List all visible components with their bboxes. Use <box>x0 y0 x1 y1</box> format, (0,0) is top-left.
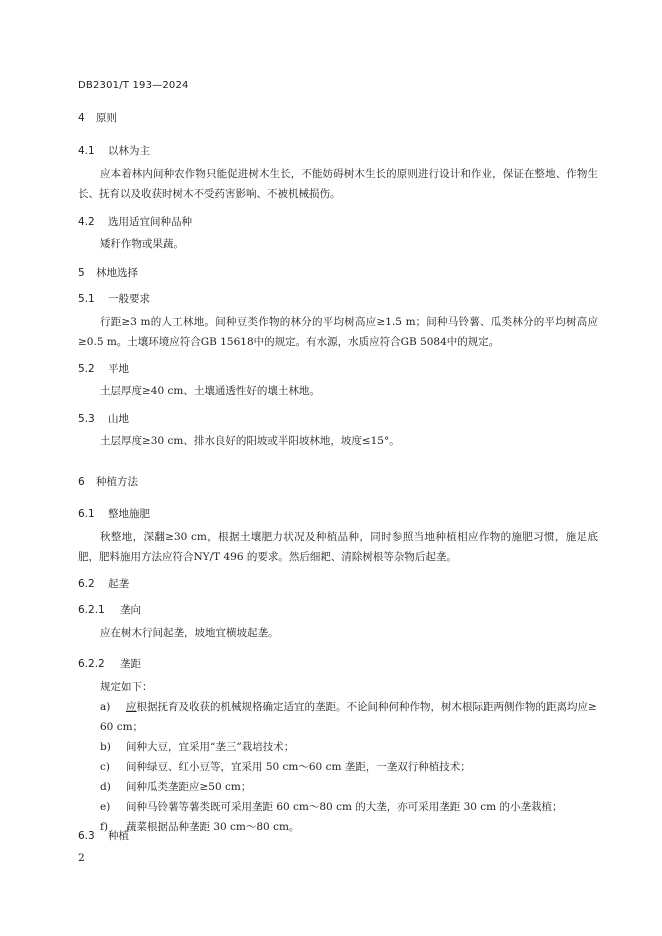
list-marker: a) <box>100 701 111 713</box>
section-number: 5.2 <box>78 363 95 375</box>
section-title: 种植方法 <box>96 476 138 488</box>
paragraph-4-2: 矮秆作物或果蔬。 <box>100 238 184 250</box>
section-title: 平地 <box>108 363 129 375</box>
paragraph-6-1: 秋整地，深翻≥30 cm，根据土壤肥力状况及种植品种，同时参照当地种植相应作物的施肥习惯，施足底肥，肥料施用方法应符合NY/T 496 的要求。然后细耙、清除树根等杂物后起垄。 <box>78 531 598 563</box>
section-heading-6-1 <box>78 506 150 521</box>
section-title: 选用适宜间种品种 <box>108 216 192 228</box>
page-number: 2 <box>78 852 85 864</box>
section-heading-4 <box>78 110 117 125</box>
section-heading-6 <box>78 474 138 489</box>
section-title: 垄向 <box>120 604 141 616</box>
section-number: 4.1 <box>78 145 95 157</box>
section-number: 6.2.1 <box>78 604 105 616</box>
list-text: 间种大豆，宜采用“垄三”栽培技术； <box>126 741 295 753</box>
section-heading-5-3 <box>78 411 129 426</box>
section-number: 5.1 <box>78 293 95 305</box>
section-heading-6-2-1 <box>78 602 141 617</box>
list-marker: e) <box>100 801 111 813</box>
section-title: 起垄 <box>108 578 129 590</box>
section-heading-4-1 <box>78 143 150 158</box>
paragraph-5-1: 行距≥3 m的人工林地。间种豆类作物的林分的平均树高应≥1.5 m；间种马铃薯、瓜类林分的平均树高应≥0.5 m。土壤环境应符合GB 15618中的规定。有水源，水质应符合GB 5084中的规定。 <box>78 316 598 348</box>
section-title: 以林为主 <box>108 145 150 157</box>
list-item-f <box>100 817 598 837</box>
section-number: 4 <box>78 112 85 124</box>
section-heading-6-2 <box>78 576 129 591</box>
section-title: 一般要求 <box>108 293 150 305</box>
list-item-e <box>100 797 598 817</box>
paragraph-5-2: 土层厚度≥40 cm、土壤通透性好的壤土林地。 <box>100 385 320 397</box>
list-item-d <box>100 777 598 797</box>
section-number: 6.2.2 <box>78 658 105 670</box>
list-item-a <box>100 697 598 737</box>
section-title: 林地选择 <box>96 267 138 279</box>
section-number: 6.2 <box>78 578 95 590</box>
section-heading-4-2 <box>78 214 192 229</box>
underlined-word: 应 <box>126 701 137 713</box>
section-title: 垄距 <box>120 658 141 670</box>
list-text: 间种瓜类垄距应≥50 cm； <box>126 781 252 793</box>
section-heading-5-2 <box>78 361 129 376</box>
section-title: 种植 <box>108 830 129 842</box>
list-intro: 规定如下： <box>100 681 153 693</box>
list-item-b <box>100 737 598 757</box>
section-number: 6 <box>78 476 85 488</box>
section-title: 山地 <box>108 413 129 425</box>
list-text: 蔬菜根据品种垄距 30 cm～80 cm。 <box>126 821 300 833</box>
paragraph-6-2-1: 应在树木行间起垄，坡地宜横坡起垄。 <box>100 627 279 639</box>
list-text: 根据抚育及收获的机械规格确定适宜的垄距。不论间种何种作物，树木根际距两侧作物的距离均应≥ 60 cm； <box>100 701 597 733</box>
list-item-c <box>100 757 598 777</box>
section-heading-5-1 <box>78 291 150 306</box>
section-heading-6-2-2 <box>78 656 141 671</box>
section-title: 整地施肥 <box>108 508 150 520</box>
section-number: 6.3 <box>78 830 95 842</box>
list-marker: b) <box>100 741 111 753</box>
paragraph-4-1: 应本着林内间种农作物只能促进树木生长，不能妨碍树木生长的原则进行设计和作业，保证在整地、作物生长、抚育以及收获时树木不受药害影响、不被机械损伤。 <box>78 168 598 200</box>
section-number: 6.1 <box>78 508 95 520</box>
section-number: 5.3 <box>78 413 95 425</box>
section-heading-6-3 <box>78 828 129 843</box>
section-title: 原则 <box>96 112 117 124</box>
section-heading-5 <box>78 265 138 280</box>
list-marker: f) <box>100 821 108 833</box>
list-marker: d) <box>100 781 111 793</box>
paragraph-5-3: 土层厚度≥30 cm、排水良好的阳坡或半阳坡林地，坡度≤15°。 <box>100 435 400 447</box>
list-text: 间种绿豆、红小豆等，宜采用 50 cm～60 cm 垄距，一垄双行种植技术； <box>126 761 471 773</box>
list-text: 间种马铃薯等薯类既可采用垄距 60 cm～80 cm 的大垄，亦可采用垄距 30 cm 的小垄栽植； <box>126 801 563 813</box>
section-number: 5 <box>78 267 85 279</box>
list-marker: c) <box>100 761 110 773</box>
section-number: 4.2 <box>78 216 95 228</box>
document-code: DB2301/T 193—2024 <box>78 80 189 91</box>
